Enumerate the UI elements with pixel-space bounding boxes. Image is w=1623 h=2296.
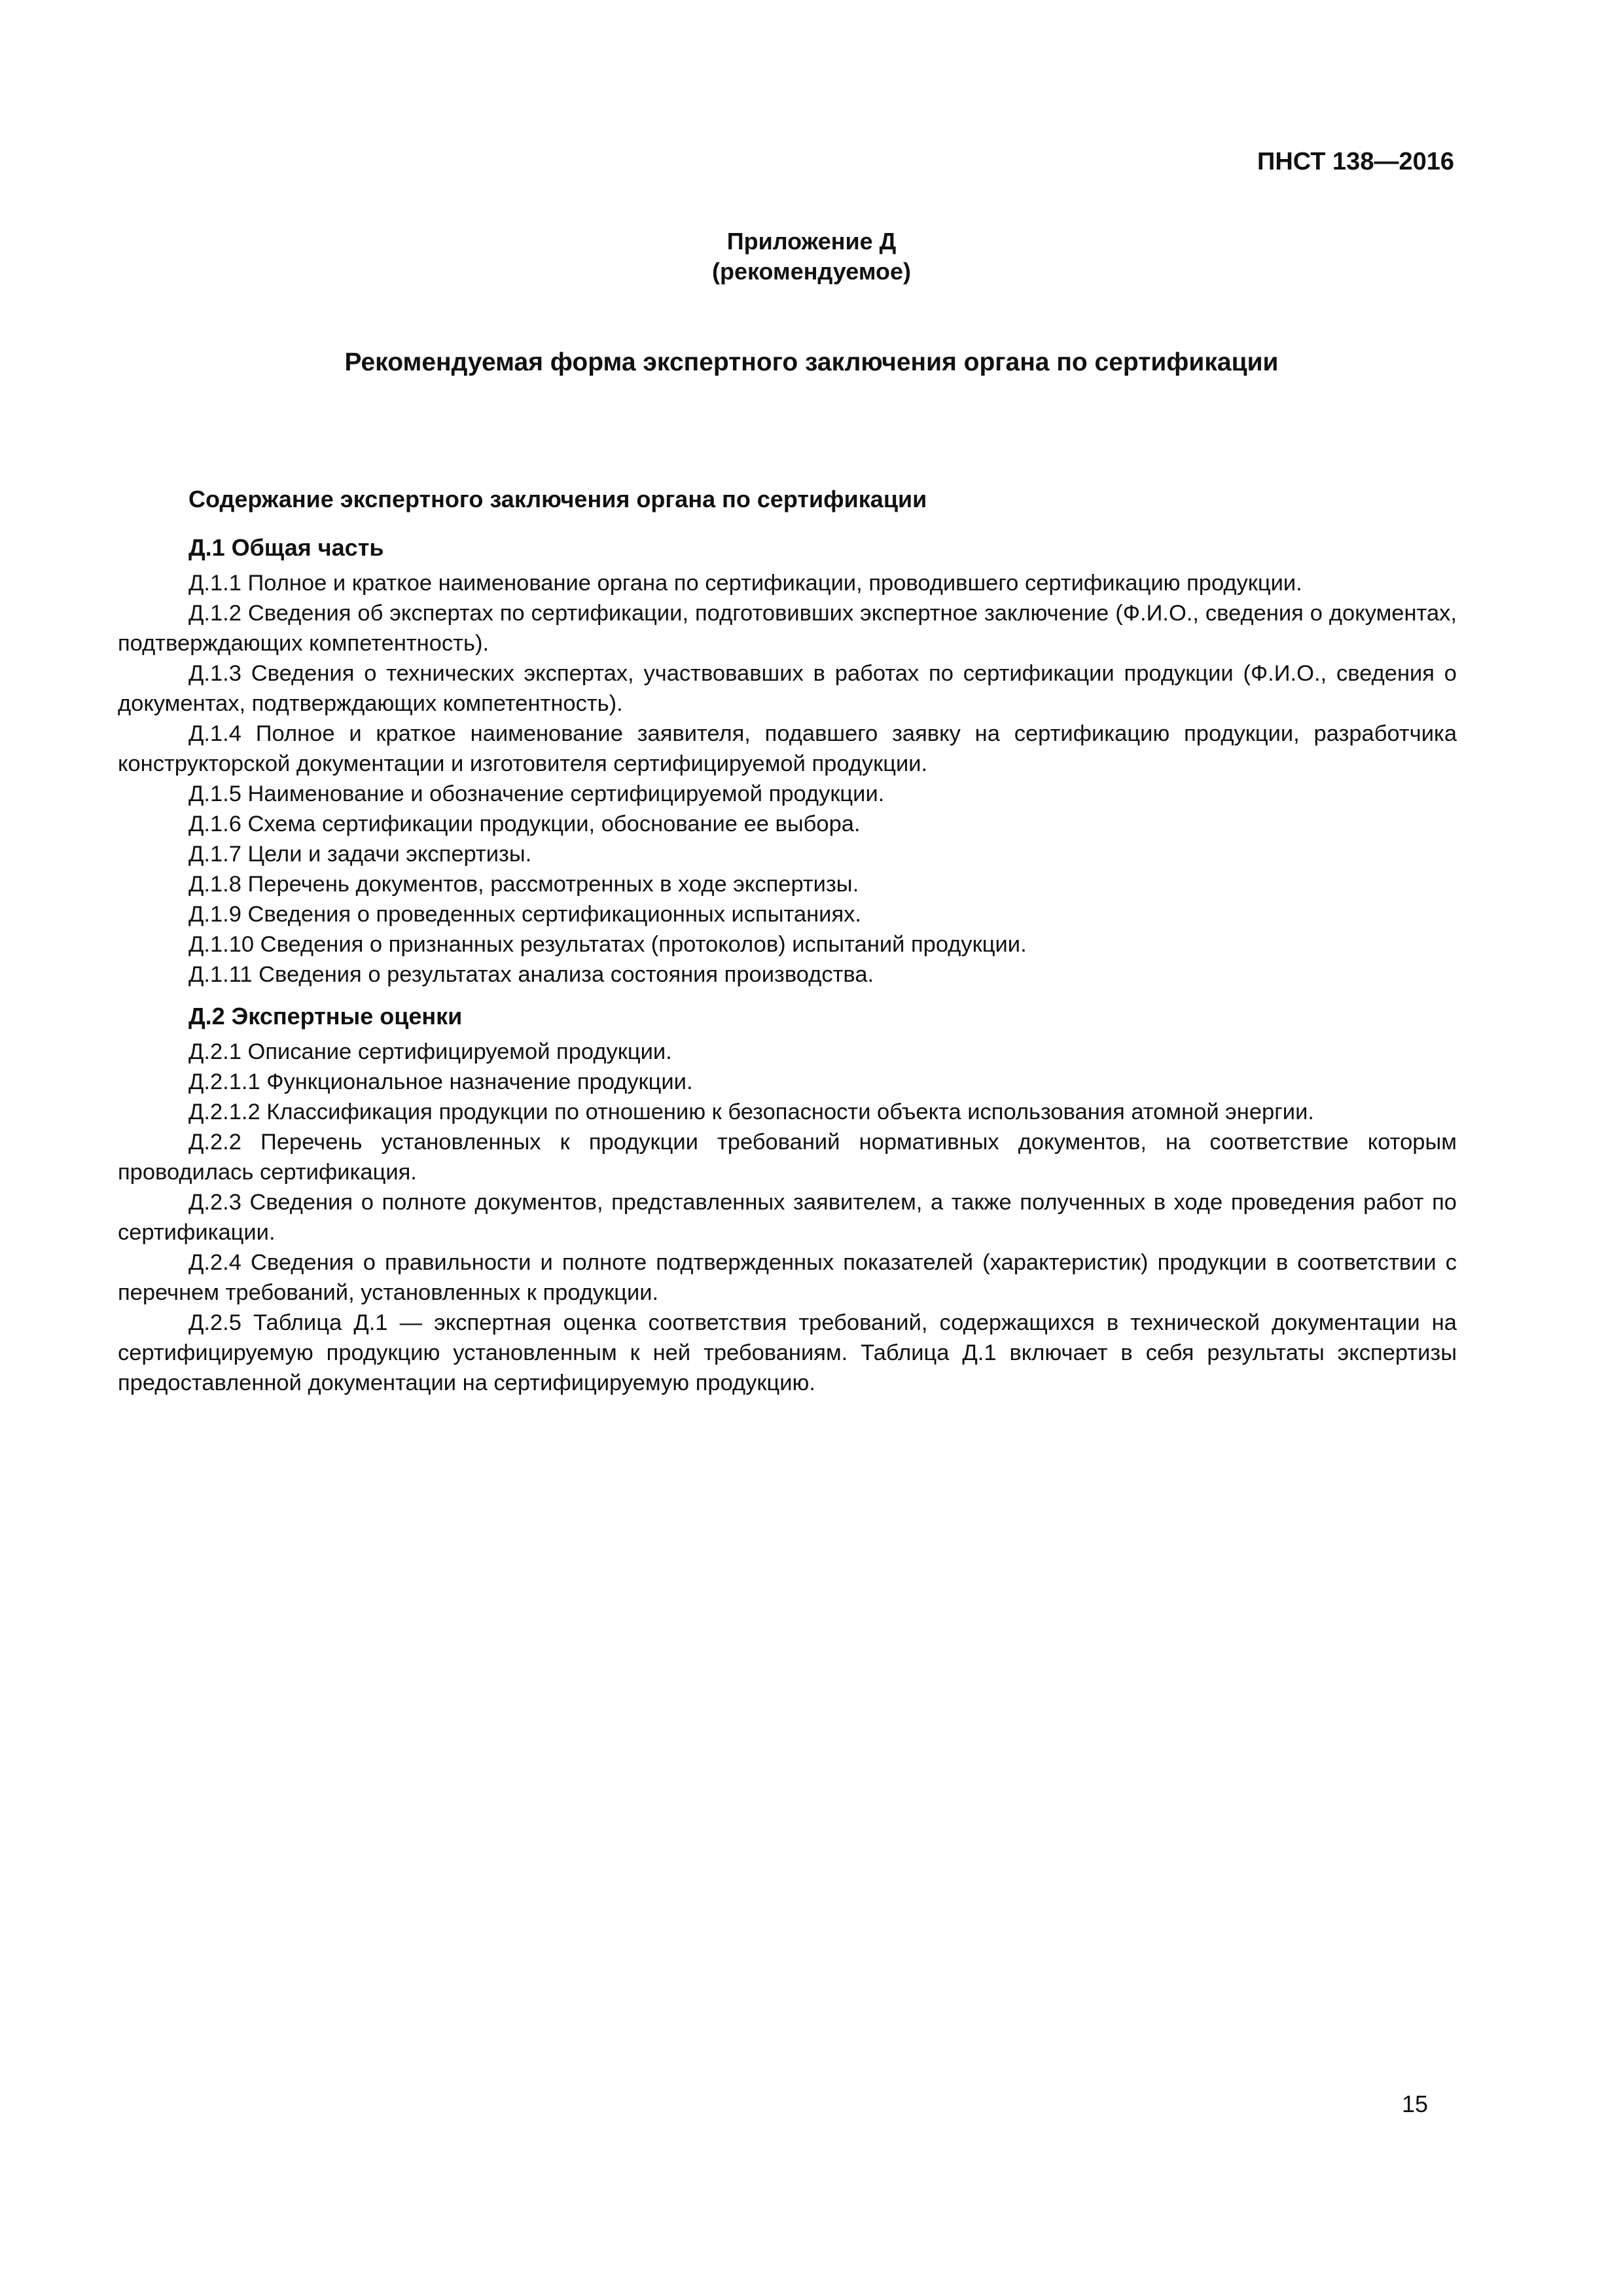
content-body xyxy=(118,484,1457,1398)
paragraph: Д.2.1.1 Функциональное назначение продукции. xyxy=(188,1069,693,1094)
paragraph: Д.2.5 Таблица Д.1 — экспертная оценка соответствия требований, содержащихся в технической документации на сертифицируемую продукцию установленным к ней требованиям. Таблица Д.1 включает в себя результаты экспертизы предоставленной документации на сертифицируемую продукцию. xyxy=(118,1310,1457,1395)
annex-title: Приложение Д xyxy=(726,228,897,255)
paragraph: Д.1.1 Полное и краткое наименование органа по сертификации, проводившего сертификацию продукции. xyxy=(188,571,1302,596)
paragraph: Д.1.6 Схема сертификации продукции, обоснование ее выбора. xyxy=(188,812,861,836)
paragraph: Д.1.11 Сведения о результатах анализа состояния производства. xyxy=(188,962,874,987)
paragraph: Д.2.2 Перечень установленных к продукции требований нормативных документов, на соответствие которым проводилась сертификация. xyxy=(118,1130,1457,1185)
paragraph: Д.2.3 Сведения о полноте документов, представленных заявителем, а также полученных в ходе проведения работ по сертификации. xyxy=(118,1190,1457,1245)
paragraph: Д.1.2 Сведения об экспертах по сертификации, подготовивших экспертное заключение (Ф.И.О., сведения о документах, подтверждающих компетентность). xyxy=(118,601,1457,656)
paragraph: Д.1.10 Сведения о признанных результатах (протоколов) испытаний продукции. xyxy=(188,932,1027,957)
paragraph: Д.1.8 Перечень документов, рассмотренных в ходе экспертизы. xyxy=(188,872,859,897)
paragraph: Д.2.1.2 Классификация продукции по отношению к безопасности объекта использования атомной энергии. xyxy=(188,1100,1314,1124)
paragraph: Д.1.9 Сведения о проведенных сертификационных испытаниях. xyxy=(188,902,861,927)
section-heading: Д.2 Экспертные оценки xyxy=(188,1003,463,1030)
section-expert-evaluations xyxy=(118,1001,1457,1398)
paragraph: Д.1.4 Полное и краткое наименование заявителя, подавшего заявку на сертификацию продукции, разработчика конструкторской документации и изготовителя сертифицируемой продукции. xyxy=(118,721,1457,776)
page-number: 15 xyxy=(1401,2090,1428,2117)
content-heading: Содержание экспертного заключения органа по сертификации xyxy=(188,486,927,512)
paragraph: Д.1.7 Цели и задачи экспертизы. xyxy=(188,842,532,867)
paragraph: Д.2.4 Сведения о правильности и полноте подтвержденных показателей (характеристик) продукции в соответствии с перечнем требований, установленных к продукции. xyxy=(118,1250,1457,1305)
annex-status: (рекомендуемое) xyxy=(712,258,911,285)
paragraph: Д.1.5 Наименование и обозначение сертифицируемой продукции. xyxy=(188,781,885,806)
document-code: ПНСТ 138—2016 xyxy=(1257,148,1454,175)
main-title: Рекомендуемая форма экспертного заключения органа по сертификации xyxy=(344,348,1279,376)
section-heading: Д.1 Общая часть xyxy=(188,534,384,561)
paragraph: Д.1.3 Сведения о технических экспертах, участвовавших в работах по сертификации продукции (Ф.И.О., сведения о документах, подтверждающих компетентность). xyxy=(118,661,1457,716)
paragraph: Д.2.1 Описание сертифицируемой продукции. xyxy=(188,1039,672,1064)
section-general xyxy=(118,533,1457,990)
annex-header xyxy=(0,226,1623,287)
